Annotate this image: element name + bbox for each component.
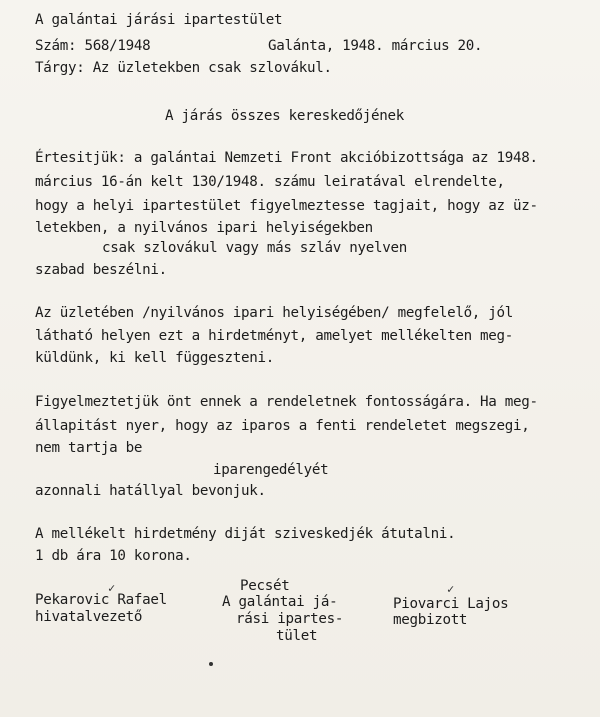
body-line: Értesitjük: a galántai Nemzeti Front akcióbizottsága az 1948. — [35, 150, 538, 166]
addressee-heading: A járás összes kereskedőjének — [165, 108, 405, 124]
reference-number: Szám: 568/1948 — [35, 38, 151, 54]
stamp-text-line: A galántai já- — [222, 594, 338, 610]
stamp-label: Pecsét — [240, 578, 290, 594]
body-line: állapitást nyer, hogy az iparos a fenti rendeletet megszegi, — [35, 418, 530, 434]
body-line: Figyelmeztetjük önt ennek a rendeletnek fontosságára. Ha meg- — [35, 394, 538, 410]
body-line: nem tartja be — [35, 440, 143, 456]
body-line: iparengedélyét — [213, 462, 329, 478]
body-line: 1 db ára 10 korona. — [35, 548, 192, 564]
stamp-text-line: rási ipartes- — [236, 611, 344, 627]
signature-right-title: megbizott — [393, 612, 468, 628]
body-line: látható helyen ezt a hirdetményt, amelyet mellékelten meg- — [35, 328, 514, 344]
body-line: azonnali hatállyal bevonjuk. — [35, 483, 266, 499]
signature-right-name: Piovarci Lajos — [393, 596, 509, 612]
body-line: március 16-án kelt 130/1948. számu leiratával elrendelte, — [35, 174, 505, 190]
body-line: szabad beszélni. — [35, 262, 167, 278]
signature-left-name: Pekarovic Rafael — [35, 592, 167, 608]
body-line: küldünk, ki kell függeszteni. — [35, 350, 275, 366]
handwritten-check-mark: ✓ — [447, 582, 455, 596]
handwritten-check-mark: ✓ — [108, 581, 116, 595]
scan-speck — [209, 662, 213, 666]
stamp-text-line: tület — [276, 628, 318, 644]
body-line: csak szlovákul vagy más szláv nyelven — [102, 240, 407, 256]
issuer-line: A galántai járási ipartestület — [35, 12, 283, 28]
body-line: A mellékelt hirdetmény diját sziveskedjék átutalni. — [35, 526, 456, 542]
body-line: letekben, a nyilvános ipari helyiségekben — [35, 220, 373, 236]
subject-line: Tárgy: Az üzletekben csak szlovákul. — [35, 60, 332, 76]
place-date: Galánta, 1948. március 20. — [268, 38, 483, 54]
body-line: Az üzletében /nyilvános ipari helyiségében/ megfelelő, jól — [35, 305, 514, 321]
signature-left-title: hivatalvezető — [35, 609, 143, 625]
body-line: hogy a helyi ipartestület figyelmeztesse tagjait, hogy az üz- — [35, 198, 538, 214]
